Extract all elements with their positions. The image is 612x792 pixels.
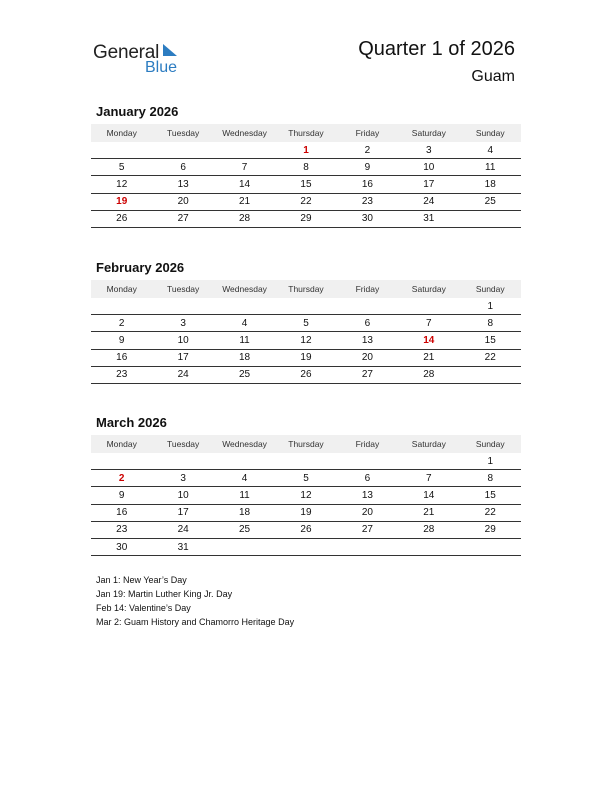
date-cell: 27 (361, 524, 373, 536)
page-title: Quarter 1 of 2026 (358, 38, 515, 60)
brand-blue-text: Blue (145, 59, 178, 76)
weekday-label: Monday (106, 128, 137, 138)
date-cell: 24 (177, 524, 189, 536)
week-row (91, 350, 521, 367)
date-cell: 7 (426, 472, 432, 484)
date-cell: 25 (238, 524, 251, 536)
date-cell: 18 (238, 352, 251, 364)
weekday-header (91, 280, 521, 298)
date-cell: 25 (484, 196, 496, 208)
date-cell: 6 (364, 317, 371, 329)
date-cell: 15 (300, 178, 312, 190)
holiday-note: Jan 1: New Year’s Day (96, 575, 187, 585)
weekday-label: Sunday (475, 284, 505, 294)
weekday-label: Monday (106, 284, 137, 294)
weekday-label: Sunday (475, 439, 505, 449)
week-row (91, 159, 521, 176)
date-cell: 9 (364, 161, 371, 173)
date-cell: 2 (118, 317, 125, 329)
holiday-note: Jan 19: Martin Luther King Jr. Day (96, 589, 233, 599)
date-cell: 23 (361, 196, 373, 208)
date-cell: 14 (238, 178, 251, 190)
date-cell: 28 (423, 369, 435, 381)
weekday-label: Wednesday (222, 439, 267, 449)
date-cell: 20 (177, 196, 189, 208)
month-title: January 2026 (96, 104, 179, 119)
holiday-notes (96, 573, 294, 629)
date-cell: 12 (300, 489, 312, 501)
weekday-label: Friday (355, 439, 380, 449)
date-cell: 12 (116, 178, 128, 190)
date-cell: 11 (239, 489, 250, 501)
date-cell: 18 (484, 178, 496, 190)
weekday-label: Thursday (288, 128, 324, 138)
weekday-label: Saturday (411, 128, 446, 138)
weekday-label: Thursday (288, 439, 324, 449)
date-cell: 7 (241, 161, 248, 173)
date-cell: 22 (484, 507, 496, 519)
date-cell: 11 (239, 334, 250, 346)
date-cell: 21 (423, 507, 435, 519)
week-row (91, 332, 521, 349)
date-cell: 12 (300, 334, 312, 346)
date-cell: 9 (118, 334, 125, 346)
date-cell: 25 (238, 369, 251, 381)
page-subtitle: Guam (471, 68, 515, 85)
date-cell: 26 (116, 213, 128, 225)
date-cell: 11 (485, 161, 496, 173)
date-cell: 16 (116, 507, 128, 519)
date-cell: 10 (177, 489, 189, 501)
holiday-date-cell: 1 (303, 144, 309, 156)
brand-general-text: General (93, 42, 160, 63)
holiday-note: Mar 2: Guam History and Chamorro Heritage Day (96, 617, 295, 627)
date-cell: 14 (423, 489, 435, 501)
date-cell: 21 (423, 352, 435, 364)
date-cell: 19 (300, 352, 312, 364)
date-cell: 23 (116, 524, 128, 536)
date-cell: 28 (423, 524, 435, 536)
date-cell: 8 (487, 472, 494, 484)
date-cell: 5 (118, 161, 125, 173)
date-cell: 4 (487, 144, 494, 156)
weekday-label: Friday (355, 284, 380, 294)
date-cell: 24 (423, 196, 435, 208)
week-row (91, 522, 521, 539)
date-cell: 18 (238, 507, 251, 519)
date-cell: 13 (177, 178, 189, 190)
date-cell: 22 (484, 352, 496, 364)
brand-logo (93, 40, 193, 80)
month-january (91, 104, 521, 228)
date-cell: 5 (303, 317, 309, 329)
date-cell: 16 (361, 178, 373, 190)
date-cell: 15 (484, 334, 496, 346)
date-cell: 27 (361, 369, 373, 381)
date-cell: 2 (364, 144, 371, 156)
date-cell: 21 (238, 196, 251, 208)
weekday-label: Saturday (411, 439, 446, 449)
date-cell: 30 (116, 541, 128, 553)
date-cell: 26 (300, 524, 312, 536)
date-cell: 13 (361, 489, 373, 501)
date-cell: 29 (484, 524, 496, 536)
date-cell: 27 (177, 213, 189, 225)
date-cell: 19 (300, 507, 312, 519)
week-row (91, 367, 521, 384)
week-row (91, 505, 521, 522)
date-cell: 3 (180, 317, 186, 329)
holiday-date-cell: 19 (116, 196, 128, 208)
date-cell: 31 (423, 213, 435, 225)
weekday-label: Tuesday (166, 128, 200, 138)
holiday-date-cell: 14 (423, 334, 435, 346)
weekday-label: Wednesday (222, 284, 267, 294)
date-cell: 28 (238, 213, 251, 225)
date-cell: 17 (177, 352, 189, 364)
weekday-header (91, 435, 521, 453)
holiday-date-cell: 2 (118, 472, 125, 484)
week-row (91, 487, 521, 504)
weekday-label: Wednesday (222, 128, 267, 138)
week-row (91, 176, 521, 193)
date-cell: 29 (300, 213, 312, 225)
week-row (91, 194, 521, 211)
date-cell: 9 (118, 489, 125, 501)
date-cell: 17 (423, 178, 435, 190)
date-cell: 6 (364, 472, 371, 484)
date-cell: 23 (116, 369, 128, 381)
date-cell: 30 (361, 213, 373, 225)
date-cell: 8 (487, 317, 494, 329)
date-cell: 17 (177, 507, 189, 519)
weekday-label: Sunday (475, 128, 505, 138)
date-cell: 4 (241, 472, 248, 484)
week-row (91, 211, 521, 228)
month-february (91, 260, 521, 384)
month-title: February 2026 (96, 260, 185, 275)
date-cell: 10 (423, 161, 435, 173)
weekday-label: Saturday (411, 284, 446, 294)
date-cell: 3 (180, 472, 186, 484)
week-row (91, 539, 521, 556)
week-row (91, 453, 521, 470)
weekday-header (91, 124, 521, 142)
date-cell: 26 (300, 369, 312, 381)
date-cell: 16 (116, 352, 128, 364)
date-cell: 15 (484, 489, 496, 501)
date-cell: 22 (300, 196, 312, 208)
date-cell: 20 (361, 507, 373, 519)
date-cell: 7 (426, 317, 432, 329)
holiday-note: Feb 14: Valentine’s Day (96, 603, 191, 613)
date-cell: 13 (361, 334, 373, 346)
date-cell: 4 (241, 317, 248, 329)
weekday-label: Monday (106, 439, 137, 449)
date-cell: 20 (361, 352, 373, 364)
month-title: March 2026 (96, 415, 167, 430)
date-cell: 3 (426, 144, 432, 156)
date-cell: 6 (180, 161, 186, 173)
weekday-label: Tuesday (166, 439, 200, 449)
week-row (91, 470, 521, 487)
date-cell: 31 (177, 541, 189, 553)
date-cell: 1 (487, 455, 494, 467)
date-cell: 8 (303, 161, 309, 173)
month-march (91, 415, 521, 556)
week-row (91, 298, 521, 315)
weekday-label: Tuesday (166, 284, 200, 294)
weekday-label: Friday (355, 128, 380, 138)
date-cell: 24 (177, 369, 189, 381)
logo-triangle-icon (163, 44, 177, 56)
date-cell: 10 (177, 334, 189, 346)
week-row (91, 142, 521, 159)
week-row (91, 315, 521, 332)
date-cell: 5 (303, 472, 309, 484)
weekday-label: Thursday (288, 284, 324, 294)
date-cell: 1 (487, 300, 494, 312)
